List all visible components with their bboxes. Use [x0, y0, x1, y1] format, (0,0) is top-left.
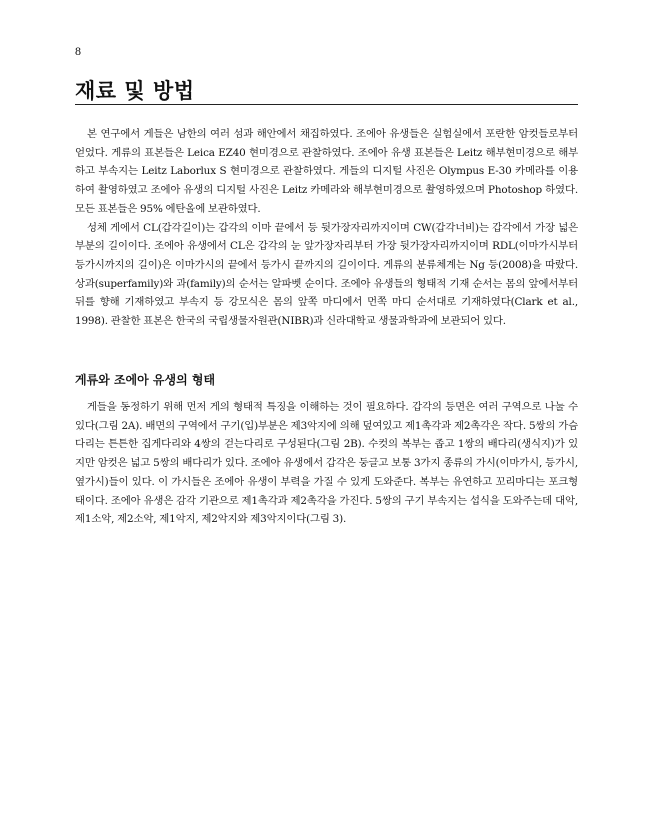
- morphology-section: [75, 398, 578, 529]
- intro-paragraph-1: 본 연구에서 게들은 남한의 여러 섬과 해안에서 채집하였다. 조에아 유생들은 실험실에서 포란한 암컷들로부터 얻었다. 게류의 표본들은 Leica EZ40 현미경으로 관찰하였다. 조에아 유생 표본들은 Leitz 해부현미경으로 해부하고 부속지는 Leitz Laborlux S 현미경으로 관찰하였다. 게들의 디지털 사진은 Olympus E-30 카메라를 이용하여 촬영하였고 조에아 유생의 디지털 사진은 Leitz 카메라와 해부현미경으로 촬영하였으며 Photoshop 하였다. 모든 표본들은 95% 에탄올에 보관하였다.: [75, 128, 578, 215]
- intro-section: [75, 125, 578, 331]
- morphology-paragraph-1: 게들을 동정하기 위해 먼저 게의 형태적 특징을 이해하는 것이 필요하다. 갑각의 등면은 여러 구역으로 나눌 수 있다(그림 2A). 배면의 구역에서 구기(입)부분은 제3악지에 의해 덮여있고 제1촉각과 제2촉각은 작다. 5쌍의 가슴다리는 튼튼한 집게다리와 4쌍의 걷는다리로 구성된다(그림 2B). 수컷의 복부는 좁고 1쌍의 배다리(생식지)가 있지만 암컷은 넓고 5쌍의 배다리가 있다. 조에아 유생에서 갑각은 둥글고 보통 3가지 종류의 가시(이마가시, 등가시, 옆가시)들이 있다. 이 가시들은 조에아 유생이 부력을 가질 수 있게 도와준다. 복부는 유연하고 꼬리마디는 포크형태이다. 조에아 유생은 감각 기관으로 제1촉각과 제2촉각을 가진다. 5쌍의 구기 부속지는 섭식을 도와주는데 대악, 제1소악, 제2소악, 제1악지, 제2악지와 제3악지이다(그림 3).: [75, 401, 578, 526]
- title-rule: [75, 104, 578, 105]
- chapter-title: 재료 및 방법: [75, 78, 195, 103]
- intro-paragraph-2: 성체 게에서 CL(갑각길이)는 갑각의 이마 끝에서 등 뒷가장자리까지이며 CW(갑각너비)는 갑각에서 가장 넓은 부분의 길이이다. 조에아 유생에서 CL은 갑각의 눈 앞가장자리부터 가장 뒷가장자리까지이며 RDL(이마가시부터 등가시까지의 길이)은 이마가시의 끝에서 등가시 끝까지의 길이이다. 게류의 분류체계는 Ng 등(2008)을 따랐다. 상과(superfamily)와 과(family)의 순서는 알파벳 순이다. 조에아 유생들의 형태적 기재 순서는 몸의 앞에서부터 뒤를 향해 기재하였고 부속지 등 강모식은 몸의 앞쪽 마디에서 먼쪽 마디 순서대로 기재하였다(Clark et al., 1998). 관찰한 표본은 한국의 국립생물자원관(NIBR)과 신라대학교 생물과학과에 보관되어 있다.: [75, 221, 578, 328]
- section-heading: 게류와 조에아 유생의 형태: [75, 373, 216, 387]
- page-number: 8: [75, 44, 81, 58]
